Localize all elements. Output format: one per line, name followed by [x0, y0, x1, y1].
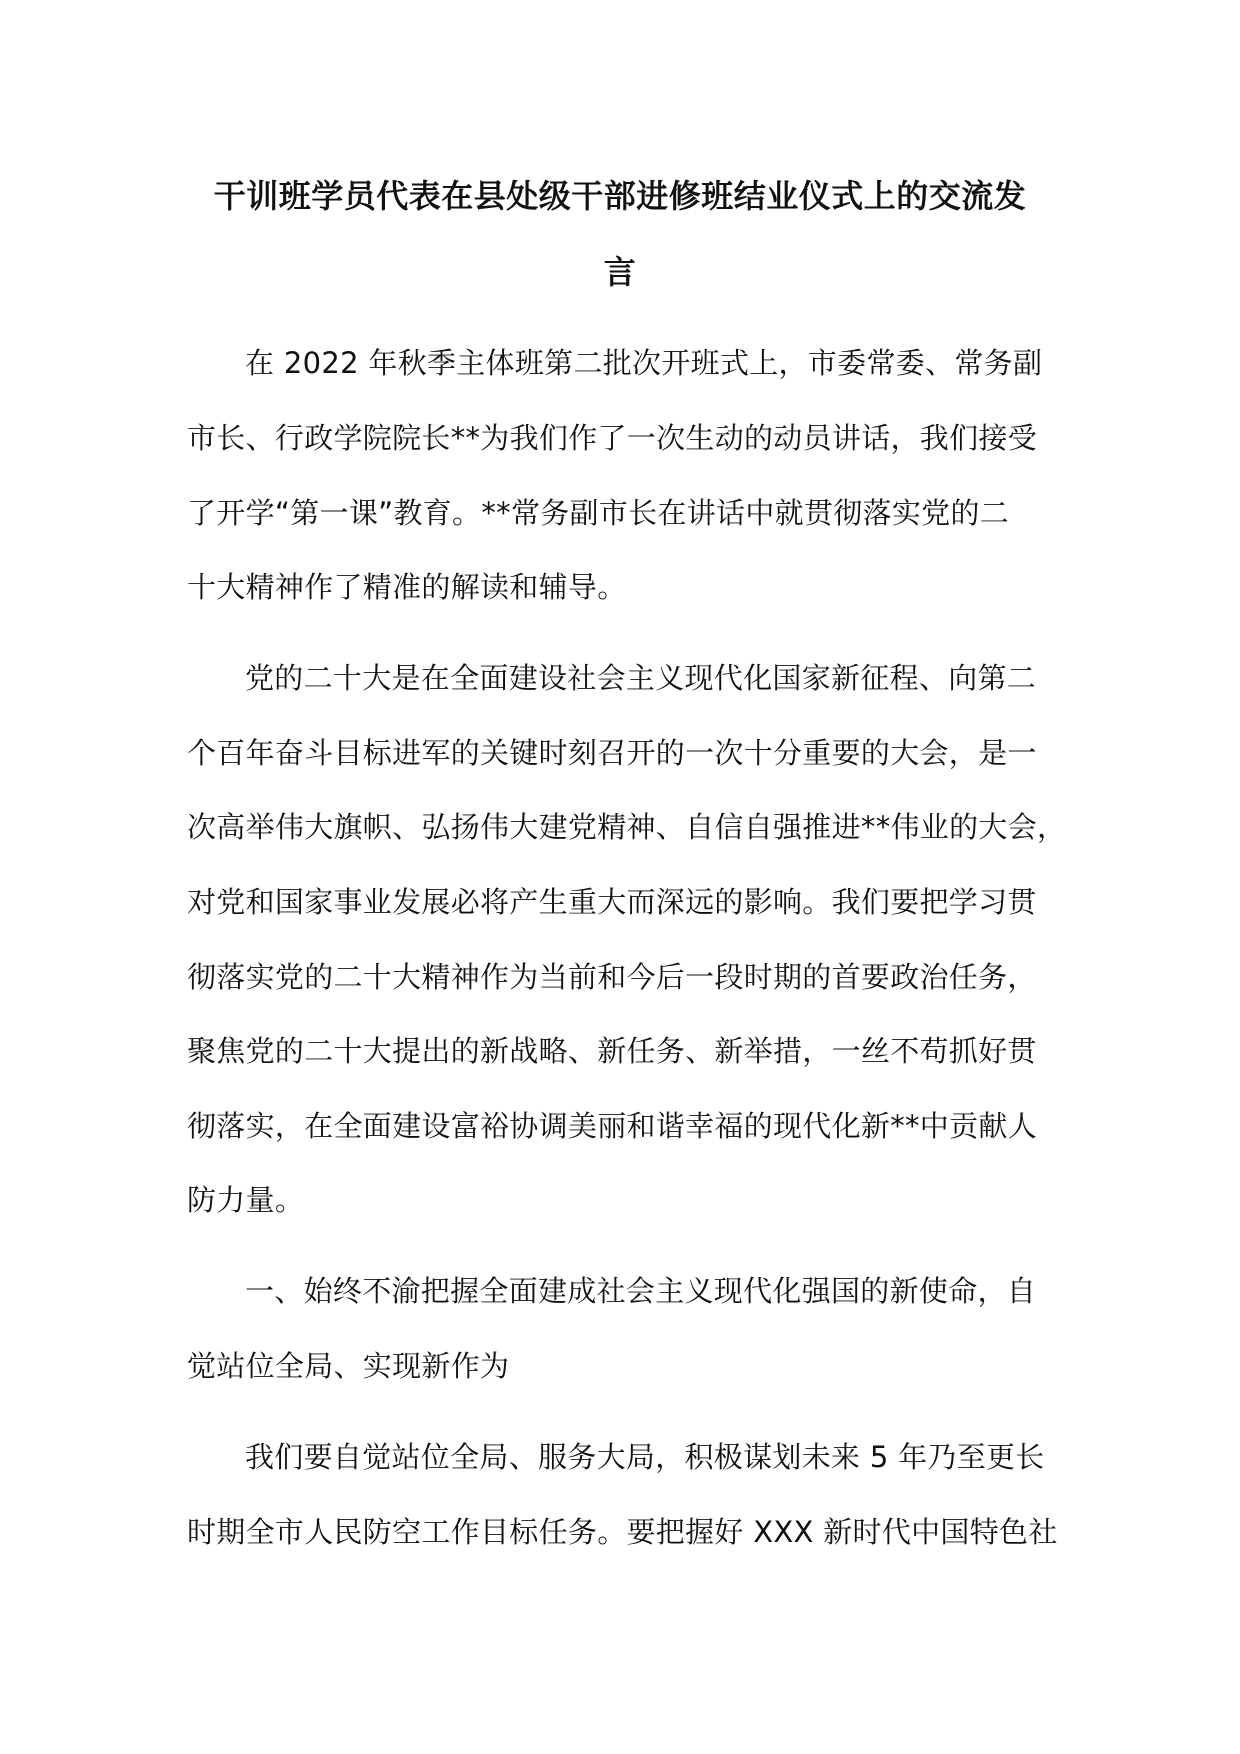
- paragraph-2-line-1: 党的二十大是在全面建设社会主义现代化国家新征程、向第二: [245, 661, 1037, 695]
- document-title-line-1: 干训班学员代表在县处级干部进修班结业仪式上的交流发: [213, 177, 1027, 215]
- paragraph-1-line-3: 了开学“第一课”教育。**常务副市长在讲话中就贯彻落实党的二: [187, 496, 1010, 530]
- paragraph-2-line-4: 对党和国家事业发展必将产生重大而深远的影响。我们要把学习贯: [187, 885, 1037, 919]
- paragraph-2-line-2: 个百年奋斗目标进军的关键时刻召开的一次十分重要的大会，是一: [187, 736, 1037, 770]
- section-heading-line-2: 觉站位全局、实现新作为: [187, 1349, 510, 1383]
- paragraph-1-line-1: 在 2022 年秋季主体班第二批次开班式上，市委常委、常务副: [245, 346, 1043, 380]
- section-heading-line-1: 一、始终不渝把握全面建成社会主义现代化强国的新使命，自: [245, 1274, 1037, 1308]
- paragraph-1-line-2: 市长、行政学院院长**为我们作了一次生动的动员讲话，我们接受: [187, 421, 1038, 455]
- paragraph-2-line-7: 彻落实，在全面建设富裕协调美丽和谐幸福的现代化新**中贡献人: [187, 1109, 1038, 1143]
- paragraph-4-line-1: 我们要自觉站位全局、服务大局，积极谋划未来 5 年乃至更长: [245, 1440, 1045, 1474]
- paragraph-1-line-4: 十大精神作了精准的解读和辅导。: [187, 570, 627, 604]
- paragraph-2-line-5: 彻落实党的二十大精神作为当前和今后一段时期的首要政治任务，: [187, 960, 1037, 994]
- paragraph-2-line-8: 防力量。: [187, 1183, 305, 1217]
- document-title-line-2: 言: [603, 253, 637, 291]
- paragraph-4-line-2: 时期全市人民防空工作目标任务。要把握好 XXX 新时代中国特色社: [187, 1515, 1058, 1549]
- paragraph-2-line-6: 聚焦党的二十大提出的新战略、新任务、新举措，一丝不苟抓好贯: [187, 1034, 1037, 1068]
- paragraph-2-line-3: 次高举伟大旗帜、弘扬伟大建党精神、自信自强推进**伟业的大会，: [187, 810, 1067, 844]
